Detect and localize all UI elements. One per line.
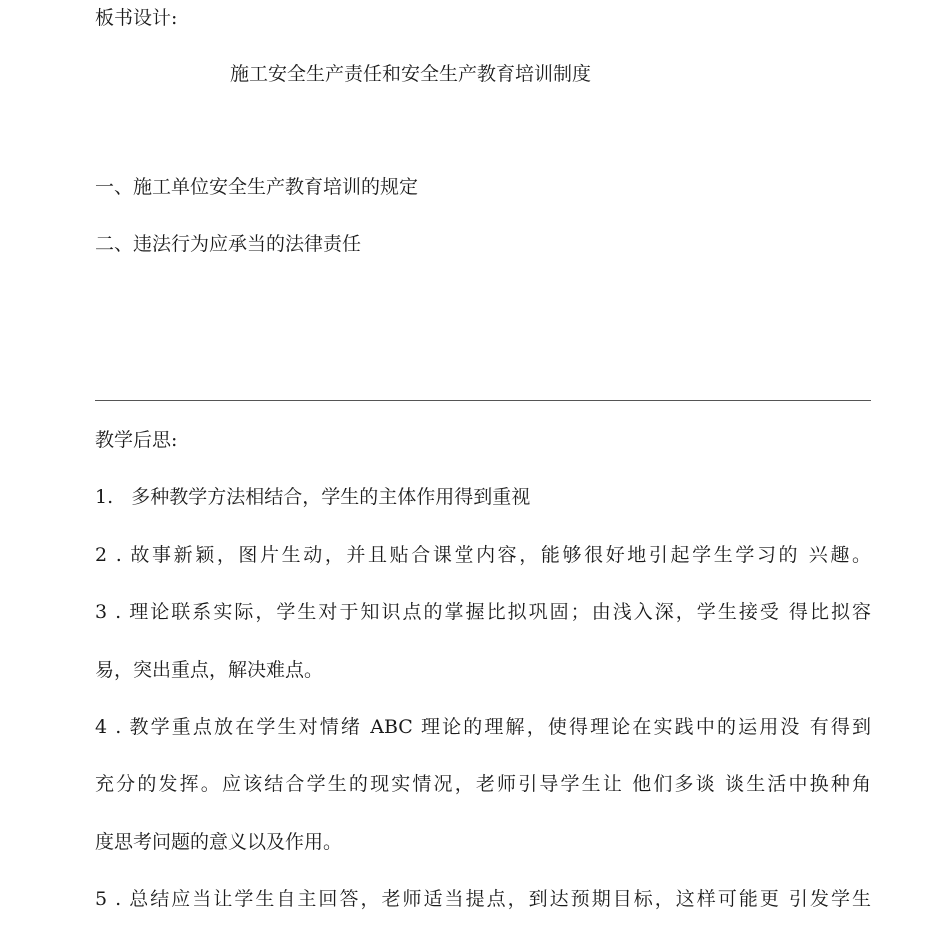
section-divider [95, 400, 871, 401]
board-design-title: 施工安全生产责任和安全生产教育培训制度 [230, 63, 592, 85]
board-point-2: 二、违法行为应承当的法律责任 [95, 233, 362, 255]
board-design-heading: 板书设计: [95, 7, 178, 29]
reflection-line-7: 度思考问题的意义以及作用。 [95, 831, 343, 853]
reflection-line-3: 3 . 理论联系实际，学生对于知识点的掌握比拟巩固；由浅入深，学生接受 得比拟容 [95, 601, 871, 623]
reflection-line-1: 1. 多种教学方法相结合，学生的主体作用得到重视 [95, 486, 531, 508]
reflection-line-6: 充分的发挥。应该结合学生的现实情况，老师引导学生让 他们多谈 谈生活中换种角 [95, 773, 871, 795]
reflection-line-4: 易，突出重点，解决难点。 [95, 659, 324, 681]
reflection-heading: 教学后思: [95, 429, 178, 451]
reflection-line-5: 4 . 教学重点放在学生对情绪 ABC 理论的理解，使得理论在实践中的运用没 有得到 [95, 716, 871, 738]
reflection-line-8: 5 . 总结应当让学生自主回答，老师适当提点，到达预期目标，这样可能更 引发学生 [95, 888, 871, 910]
board-point-1: 一、施工单位安全生产教育培训的规定 [95, 176, 419, 198]
reflection-line-2: 2 . 故事新颖，图片生动，并且贴合课堂内容，能够很好地引起学生学习的 兴趣。 [95, 544, 871, 566]
